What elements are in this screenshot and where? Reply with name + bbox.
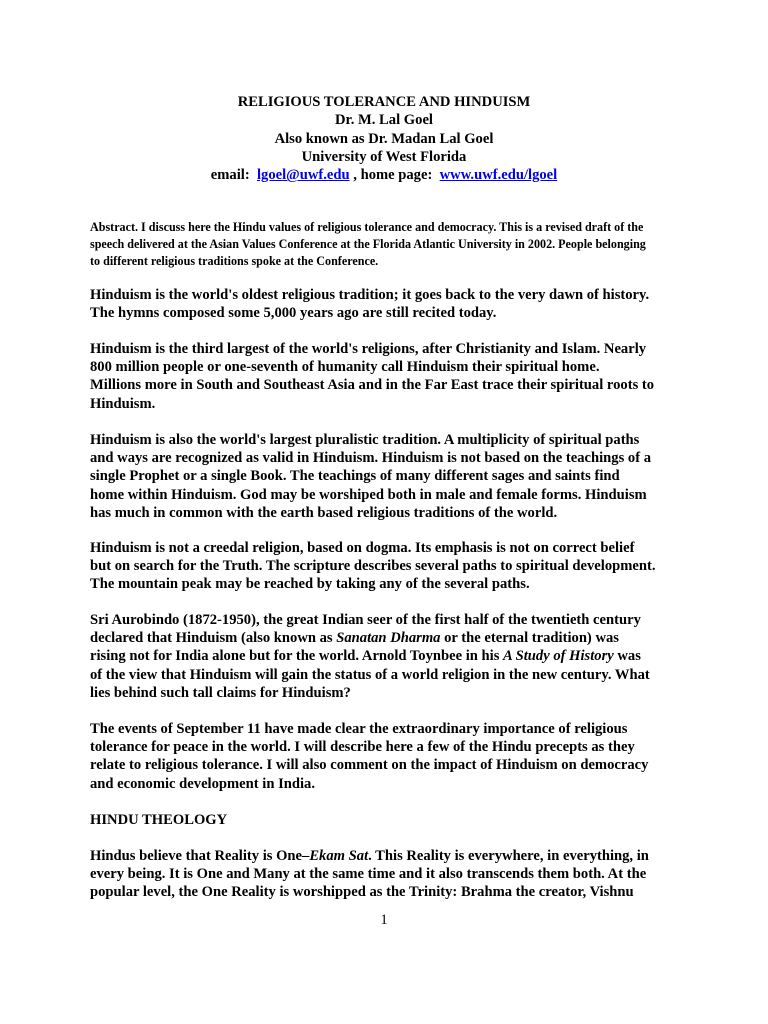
paragraph-september-11	[90, 720, 690, 793]
paragraph-line: Hinduism.	[90, 395, 156, 412]
abstract	[90, 219, 676, 270]
paragraph-line: of the view that Hinduism will gain the status of a world religion in the new century. What	[90, 666, 650, 683]
paragraph-line	[90, 847, 690, 865]
text-run: declared that Hinduism (also known as	[90, 630, 337, 647]
section-heading-hindu-theology	[90, 811, 690, 829]
paragraph-line: Hinduism is not a creedal religion, based on dogma. Its emphasis is not on correct belief	[90, 540, 635, 556]
paragraph-line: but on search for the Truth. The scripture describes several paths to spiritual development.	[90, 558, 656, 575]
paragraph-oldest-tradition	[90, 286, 690, 322]
paragraph-line: and ways are recognized as valid in Hinduism. Hinduism is not based on the teachings of a	[90, 450, 652, 467]
paragraph-line: lies behind such tall claims for Hinduism?	[90, 684, 351, 701]
text-run: . This Reality is everywhere, in everything, in	[368, 848, 649, 864]
author-name: Dr. M. Lal Goel	[335, 112, 433, 129]
email-label: email:	[210, 167, 250, 184]
abstract-line: to different religious traditions spoke at the Conference.	[90, 254, 379, 268]
text-run: Hindus believe that Reality is One–	[90, 848, 310, 864]
italic-book-title: A Study of History	[503, 648, 614, 665]
text-run: rising not for India alone but for the world. Arnold Toynbee in his	[90, 648, 504, 665]
abstract-line: Abstract. I discuss here the Hindu values of religious tolerance and democracy. This is a revised draft of the	[90, 220, 644, 234]
paragraph-third-largest	[90, 340, 690, 413]
paragraph-line: single Prophet or a single Book. The teachings of many different sages and saints find	[90, 468, 620, 485]
contact-line	[0, 166, 768, 184]
paragraph-line: every being. It is One and Many at the same time and it also transcends them both. At the	[90, 866, 647, 883]
italic-term: Sanatan Dharma	[336, 630, 441, 647]
section-heading: HINDU THEOLOGY	[90, 812, 228, 828]
author-affiliation: University of West Florida	[301, 148, 467, 165]
email-link[interactable]: lgoel@uwf.edu	[256, 167, 350, 184]
paragraph-line: Hinduism is the third largest of the world's religions, after Christianity and Islam. Nearly	[90, 341, 647, 357]
paragraph-reality-is-one	[90, 847, 690, 902]
abstract-line: speech delivered at the Asian Values Conference at the Florida Atlantic University in 2002. People belonging	[90, 237, 646, 251]
paragraph-pluralistic	[90, 431, 690, 522]
paragraph-line: and economic development in India.	[90, 775, 316, 792]
text-run: was	[613, 648, 641, 665]
paragraph-line: has much in common with the earth based religious traditions of the world.	[90, 504, 558, 521]
paragraph-line: tolerance for peace in the world. I will describe here a few of the Hindu precepts as they	[90, 739, 635, 756]
italic-term: Ekam Sat	[309, 848, 369, 864]
paragraph-line: Millions more in South and Southeast Asia and in the Far East trace their spiritual roots to	[90, 377, 655, 394]
text-run: or the eternal tradition) was	[440, 630, 619, 647]
paragraph-line: Hinduism is the world's oldest religious tradition; it goes back to the very dawn of history.	[90, 287, 650, 303]
page-number: 1	[380, 912, 388, 928]
paragraph-line: popular level, the One Reality is worshipped as the Trinity: Brahma the creator, Vishnu	[90, 884, 634, 901]
paragraph-aurobindo	[90, 611, 690, 702]
homepage-label: , home page:	[353, 167, 433, 184]
document-header	[0, 93, 768, 184]
paragraph-line: Hinduism is also the world's largest pluralistic tradition. A multiplicity of spiritual paths	[90, 432, 640, 448]
paragraph-not-creedal	[90, 539, 690, 594]
paragraph-line	[90, 647, 690, 665]
paragraph-line	[90, 629, 690, 647]
homepage-link[interactable]: www.uwf.edu/lgoel	[439, 167, 558, 184]
paragraph-line: Sri Aurobindo (1872-1950), the great Indian seer of the first half of the twentieth century	[90, 612, 641, 628]
paragraph-line: The hymns composed some 5,000 years ago are still recited today.	[90, 305, 497, 322]
document-title: RELIGIOUS TOLERANCE AND HINDUISM	[237, 94, 531, 110]
paragraph-line: 800 million people or one-seventh of humanity call Hinduism their spiritual home.	[90, 359, 600, 376]
paragraph-line: The events of September 11 have made clear the extraordinary importance of religious	[90, 721, 628, 737]
paragraph-line: The mountain peak may be reached by taking any of the several paths.	[90, 576, 530, 593]
paragraph-line: relate to religious tolerance. I will also comment on the impact of Hinduism on democracy	[90, 757, 649, 774]
author-aka: Also known as Dr. Madan Lal Goel	[274, 130, 494, 147]
paragraph-line: home within Hinduism. God may be worshiped both in male and female forms. Hinduism	[90, 486, 647, 503]
